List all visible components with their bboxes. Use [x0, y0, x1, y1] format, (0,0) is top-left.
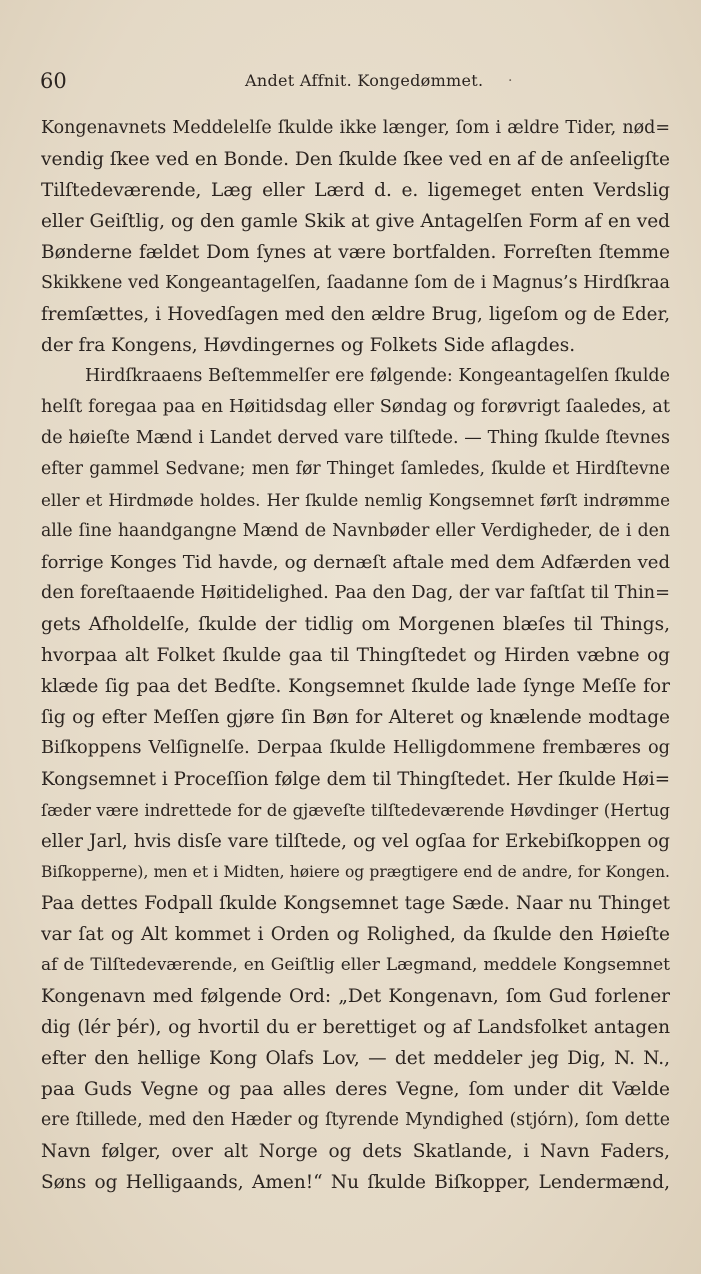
- text-line: af de Tilſtedeværende, en Geiſtlig eller Lægmand, meddele Kongsemnet: [41, 955, 670, 975]
- text-line: hvorpaa alt Folket ſkulde gaa til Thingſtedet og Hirden væbne og: [41, 645, 670, 666]
- text-line: ſig og efter Meſſen gjøre ſin Bøn for Alteret og knælende modtage: [41, 707, 670, 728]
- text-line: eller et Hirdmøde holdes. Her ſkulde nemlig Kongsemnet førſt indrømme: [41, 490, 670, 510]
- text-line: efter den hellige Kong Olafs Lov, — det meddeler jeg Dig, N. N.,: [41, 1048, 670, 1069]
- header-dot: ·: [508, 73, 513, 89]
- text-line: Kongenavnets Meddelelſe ſkulde ikke længer, ſom i ældre Tider, nød=: [41, 118, 670, 138]
- text-line: Tilſtedeværende, Læg eller Lærd d. e. ligemeget enten Verdslig: [41, 180, 670, 201]
- text-line: Søns og Helligaands, Amen!“ Nu ſkulde Biſkopper, Lendermænd,: [41, 1172, 670, 1193]
- text-line: Bønderne fældet Dom ſynes at være bortfalden. Forreſten ſtemme: [41, 242, 670, 263]
- text-line: eller Geiſtlig, og den gamle Skik at give Antagelſen Form af en ved: [41, 211, 670, 232]
- text-line: den foreſtaaende Høitidelighed. Paa den Dag, der var faſtſat til Thin=: [41, 583, 670, 603]
- page-header: [40, 66, 670, 96]
- text-line: paa Guds Vegne og paa alles deres Vegne, ſom under dit Vælde: [41, 1079, 670, 1100]
- text-line: forrige Konges Tid havde, og dernæſt aftale med dem Adfærden ved: [41, 552, 670, 573]
- text-line: ere ſtillede, med den Hæder og ſtyrende Myndighed (stjórn), ſom dette: [41, 1110, 670, 1130]
- text-line: efter gammel Sedvane; men før Thinget ſamledes, ſkulde et Hirdſtevne: [41, 459, 670, 479]
- text-line: de høieſte Mænd i Landet derved vare tilſtede. — Thing ſkulde ſtevnes: [41, 428, 670, 448]
- text-line: Biſkopperne), men et i Midten, høiere og prægtigere end de andre, for Kongen.: [41, 863, 670, 881]
- body-text: [41, 113, 670, 1198]
- text-line: Paa dettes Fodpall ſkulde Kongsemnet tage Sæde. Naar nu Thinget: [41, 893, 670, 914]
- text-line: Hirdſkraaens Beſtemmelſer ere følgende: Kongeantagelſen ſkulde: [85, 366, 670, 386]
- text-line: Kongenavn med følgende Ord: „Det Kongenavn, ſom Gud forlener: [41, 986, 670, 1007]
- text-line: dig (lér þér), og hvortil du er berettiget og af Landsfolket antagen: [41, 1017, 670, 1038]
- text-line: Skikkene ved Kongeantagelſen, ſaadanne ſom de i Magnus’s Hirdſkraa: [41, 273, 670, 293]
- text-line: eller Jarl, hvis disſe vare tilſtede, og vel ogſaa for Erkebiſkoppen og: [41, 831, 670, 852]
- text-line: klæde ſig paa det Bedſte. Kongsemnet ſkulde lade ſynge Meſſe for: [41, 676, 670, 697]
- text-line: gets Afholdelſe, ſkulde der tidlig om Morgenen blæſes til Things,: [41, 614, 670, 635]
- text-line: alle ſine haandgangne Mænd de Navnbøder eller Verdigheder, de i den: [41, 521, 670, 541]
- text-line: Biſkoppens Velſignelſe. Derpaa ſkulde Helligdommene frembæres og: [41, 738, 670, 758]
- text-line: ſæder være indrettede for de gjæveſte tilſtedeværende Høvdinger (Hertug: [41, 801, 670, 820]
- text-line: Navn følger, over alt Norge og dets Skatlande, i Navn Faders,: [41, 1141, 670, 1162]
- running-head: Andet Affnit. Kongedømmet.: [245, 71, 484, 90]
- text-line: var ſat og Alt kommet i Orden og Rolighed, da ſkulde den Høieſte: [41, 924, 670, 945]
- text-line: der fra Kongens, Høvdingernes og Folkets Side aflagdes.: [41, 335, 576, 356]
- text-line: vendig ſkee ved en Bonde. Den ſkulde ſkee ved en af de anſeeligſte: [41, 149, 670, 170]
- text-line: fremſættes, i Hovedſagen med den ældre Brug, ligeſom og de Eder,: [41, 304, 670, 325]
- text-line: Kongsemnet i Proceſſion følge dem til Thingſtedet. Her ſkulde Høi=: [41, 769, 670, 790]
- text-line: helſt foregaa paa en Høitidsdag eller Søndag og forøvrigt ſaaledes, at: [41, 397, 670, 417]
- page-number: 60: [40, 69, 67, 93]
